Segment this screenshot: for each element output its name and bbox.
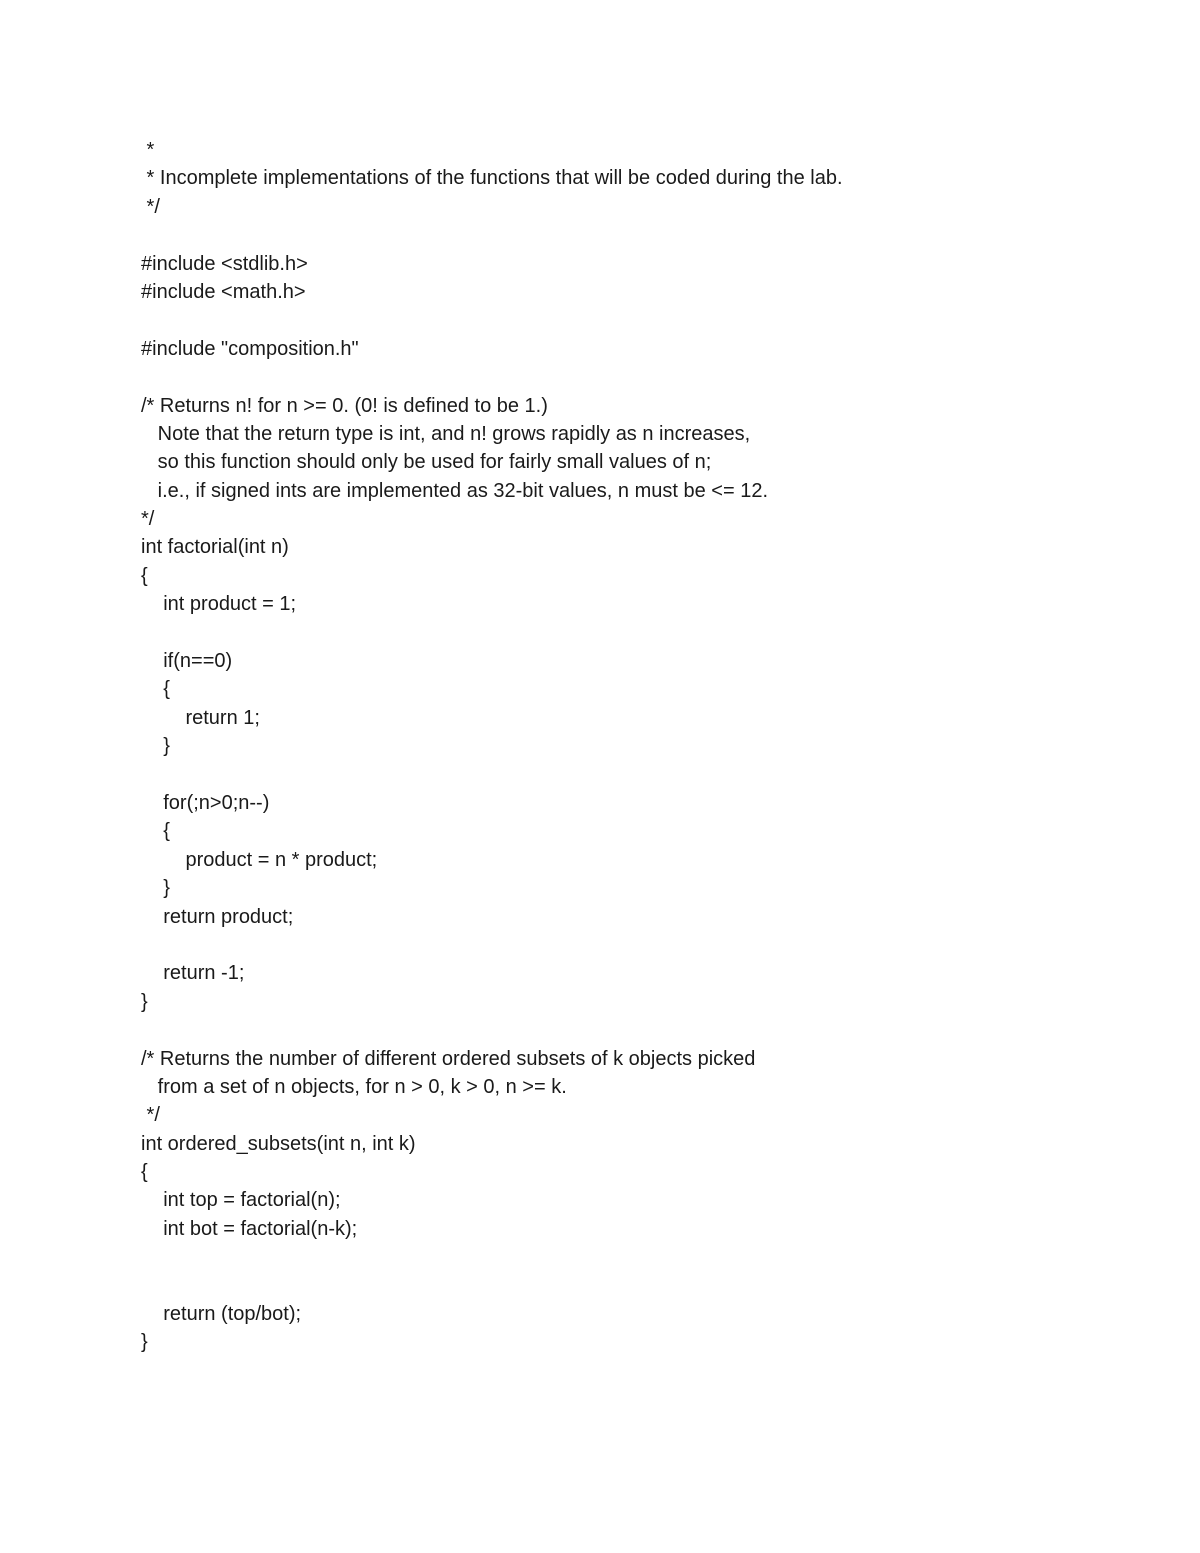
code-line: * — [141, 139, 155, 161]
code-line: /* Returns the number of different ordered subsets of k objects picked — [141, 1047, 756, 1070]
code-line: from a set of n objects, for n > 0, k > 0, n >= k. — [141, 1075, 567, 1098]
code-line — [141, 619, 1141, 647]
code-line — [141, 761, 1141, 789]
code-line: return product; — [141, 905, 294, 928]
code-line: Note that the return type is int, and n! grows rapidly as n increases, — [141, 422, 751, 445]
code-line: } — [141, 990, 148, 1013]
code-listing — [141, 136, 1141, 1357]
code-line: */ — [141, 1104, 160, 1127]
code-line: { — [141, 1161, 148, 1184]
code-line: { — [141, 678, 170, 701]
code-line: so this function should only be used for fairly small values of n; — [141, 451, 712, 474]
code-line: i.e., if signed ints are implemented as 32-bit values, n must be <= 12. — [141, 479, 769, 502]
code-line: if(n==0) — [141, 650, 233, 673]
code-line: for(;n>0;n--) — [141, 791, 270, 814]
code-line: #include <math.h> — [141, 280, 306, 303]
code-line: */ — [141, 195, 160, 218]
code-line — [141, 306, 1141, 334]
code-line — [141, 221, 1141, 249]
code-line: int factorial(int n) — [141, 536, 289, 559]
code-line: product = n * product; — [141, 848, 378, 871]
code-line: int bot = factorial(n-k); — [141, 1217, 358, 1240]
code-line: return -1; — [141, 962, 245, 985]
code-line: #include <stdlib.h> — [141, 252, 308, 275]
code-line: int top = factorial(n); — [141, 1189, 341, 1212]
code-line: #include "composition.h" — [141, 337, 359, 360]
code-line — [141, 1243, 1141, 1271]
code-line: { — [141, 820, 170, 843]
code-line: int ordered_subsets(int n, int k) — [141, 1132, 416, 1155]
code-line — [141, 363, 1141, 391]
code-line: int product = 1; — [141, 593, 297, 616]
code-line: return 1; — [141, 706, 260, 729]
code-line: } — [141, 877, 170, 900]
code-line — [141, 1272, 1141, 1300]
code-line: } — [141, 1331, 148, 1354]
code-line — [141, 931, 1141, 959]
code-line: /* Returns n! for n >= 0. (0! is defined to be 1.) — [141, 394, 548, 417]
code-line: */ — [141, 508, 155, 531]
code-line: { — [141, 564, 148, 587]
code-line: } — [141, 735, 170, 758]
code-line — [141, 1016, 1141, 1044]
code-line: return (top/bot); — [141, 1303, 302, 1326]
code-line: * Incomplete implementations of the functions that will be coded during the lab. — [141, 167, 843, 190]
